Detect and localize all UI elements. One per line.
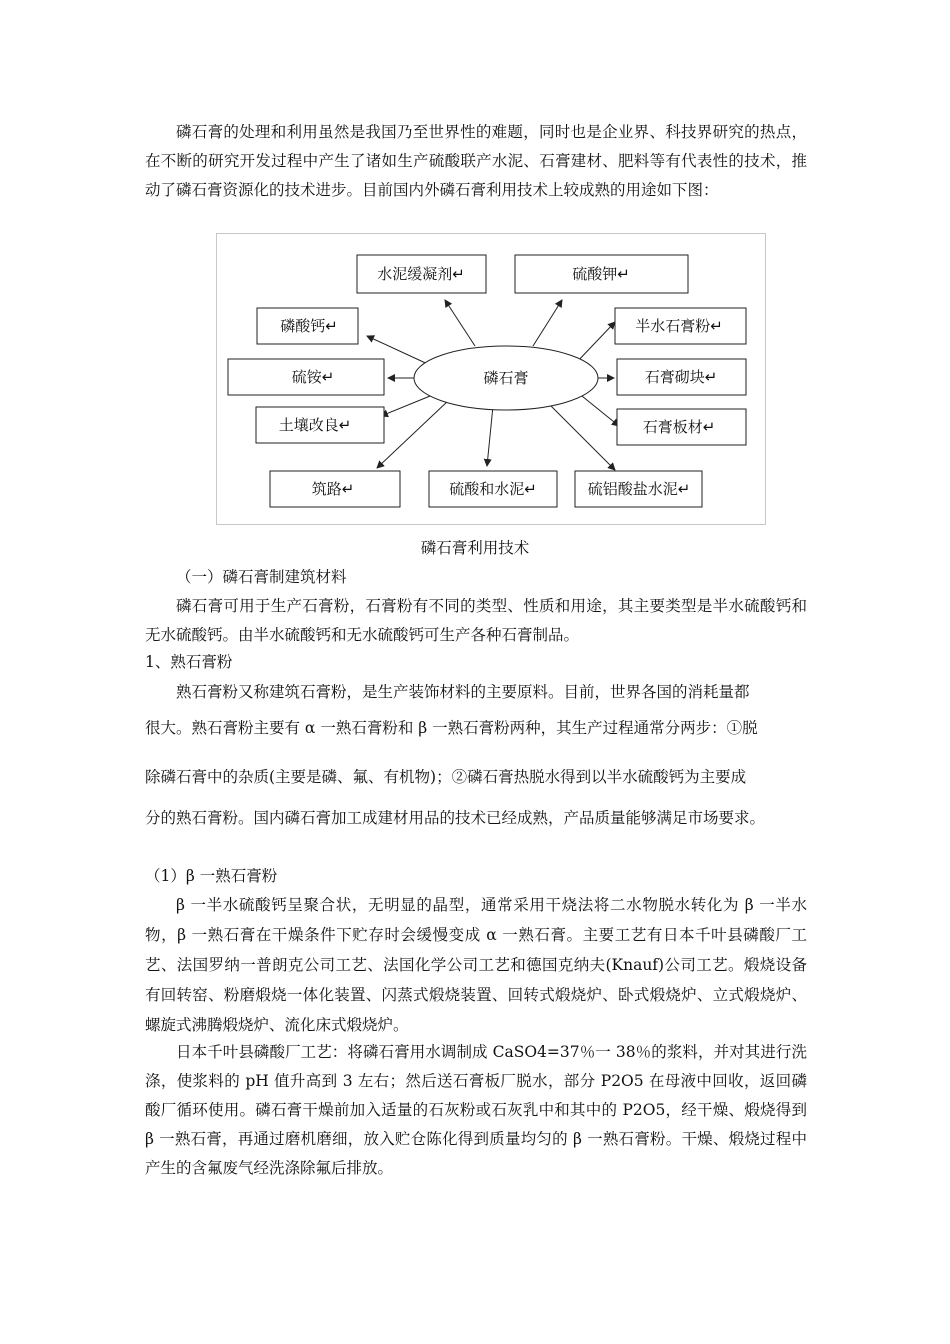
para-1-line-2: 很大。熟石膏粉主要有 α 一熟石膏粉和 β 一熟石膏粉两种，其生产过程通常分两步：①脱 (145, 719, 758, 737)
node-hemihydrate-powder: 半水石膏粉↵ (635, 317, 723, 335)
arrow-to-cement-retarder (445, 300, 475, 346)
utilization-diagram (216, 233, 766, 525)
arrow-to-potassium-sulfate (533, 300, 562, 346)
figure-caption: 磷石膏利用技术 (420, 539, 530, 557)
node-acid-and-cement: 硫酸和水泥↵ (449, 480, 537, 498)
node-road-building: 筑路↵ (311, 480, 355, 498)
node-ammonium-sulfate: 硫铵↵ (291, 368, 335, 386)
center-label: 磷石膏 (483, 369, 529, 387)
node-potassium-sulfate: 硫酸钾↵ (572, 265, 630, 283)
para-1-line-3: 除磷石膏中的杂质(主要是磷、氟、有机物)；②磷石膏热脱水得到以半水硫酸钙为主要成 (145, 768, 747, 786)
para-1-line-1: 熟石膏粉又称建筑石膏粉，是生产装饰材料的主要原料。目前，世界各国的消耗量都 (176, 683, 750, 701)
arrow-to-hemihydrate-powder (575, 322, 615, 364)
section-heading: （一）磷石膏制建筑材料 (176, 568, 347, 586)
intro-paragraph: 磷石膏的处理和利用虽然是我国乃至世界性的难题，同时也是企业界、科技界研究的热点，在不断的研究开发过程中产生了诸如生产硫酸联产水泥、石膏建材、肥料等有代表性的技术，推动了磷石膏资源化的技术进步。目前国内外磷石膏利用技术上较成熟的用途如下图： (145, 123, 807, 199)
paragraph-chiba-process: 日本千叶县磷酸厂工艺：将磷石膏用水调制成 CaSO4=37％一 38％的浆料，并对其进行洗涤，使浆料的 pH 值升高到 3 左右；然后送石膏板厂脱水，部分 P2O5 在母液中回收，返回磷酸厂循环使用。磷石膏干燥前加入适量的石灰粉或石灰乳中和其中的 P2O5，经干燥、煅烧得到 β 一熟石膏，再通过磨机磨细，放入贮仓陈化得到质量均匀的 β 一熟石膏粉。干燥、煅烧过程中产生的含氟废气经洗涤除氟后排放。 (145, 1043, 807, 1177)
node-cement-retarder: 水泥缓凝剂↵ (377, 265, 465, 283)
para-1-line-4: 分的熟石膏粉。国内磷石膏加工成建材用品的技术已经成熟，产品质量能够满足市场要求。 (145, 809, 766, 827)
arrow-to-gypsum-board (577, 392, 619, 426)
arrow-to-soil-improvement (381, 394, 435, 416)
section-paragraph: 磷石膏可用于生产石膏粉，石膏粉有不同的类型、性质和用途，其主要类型是半水硫酸钙和无水硫酸钙。由半水硫酸钙和无水硫酸钙可生产各种石膏制品。 (145, 597, 807, 644)
diagram-svg (217, 234, 765, 524)
subheading-1: 1、熟石膏粉 (145, 653, 233, 671)
subheading-2: （1）β 一熟石膏粉 (145, 867, 278, 885)
node-sulfoaluminate-cement: 硫铝酸盐水泥↵ (587, 480, 691, 498)
node-calcium-phosphate: 磷酸钙↵ (280, 317, 338, 335)
arrow-to-acid-and-cement (487, 406, 493, 466)
node-gypsum-block: 石膏砌块↵ (644, 368, 718, 386)
node-soil-improvement: 土壤改良↵ (278, 416, 352, 434)
arrow-to-road-building (377, 400, 449, 468)
arrow-to-sulfoaluminate-cement (547, 402, 615, 470)
paragraph-beta-gypsum: β 一半水硫酸钙呈聚合状，无明显的晶型，通常采用干烧法将二水物脱水转化为 β 一半水物，β 一熟石膏在干燥条件下贮存时会缓慢变成 α 一熟石膏。主要工艺有日本千叶县磷酸厂工艺、法国罗纳一普朗克公司工艺、法国化学公司工艺和德国克纳夫(Knauf)公司工艺。煅烧设备有回转窑、粉磨煅烧一体化装置、闪蒸式煅烧装置、回转式煅烧炉、卧式煅烧炉、立式煅烧炉、螺旋式沸腾煅烧炉、流化床式煅烧炉。 (145, 896, 807, 1034)
node-gypsum-board: 石膏板材↵ (642, 418, 716, 436)
